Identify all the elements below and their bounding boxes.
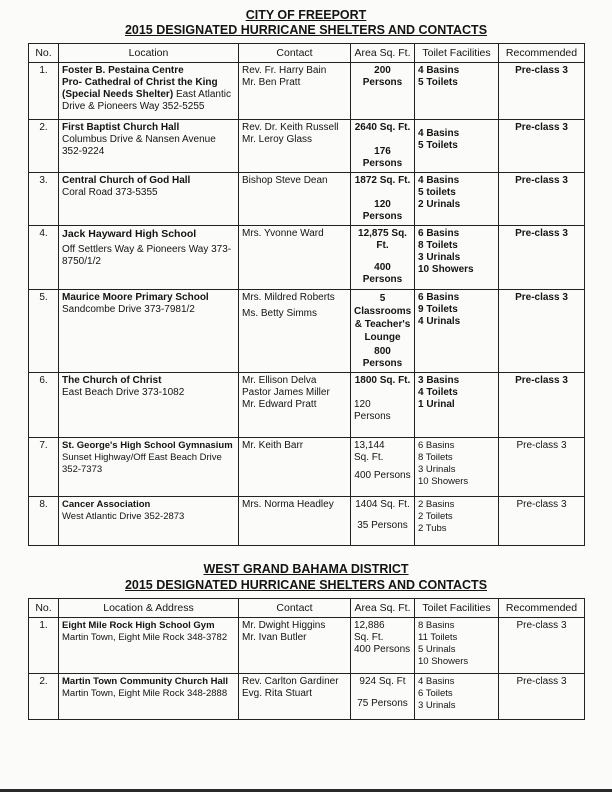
- location-address: East Atlantic Drive & Pioneers Way 352-5255: [62, 89, 231, 112]
- location-address: West Atlantic Drive 352-2873: [62, 511, 185, 522]
- contact-person: Rev. Dr. Keith Russell: [242, 122, 339, 133]
- toilets-cell: [415, 674, 499, 720]
- contact-person: Pastor James Miller: [242, 387, 330, 398]
- location-name: Cancer Association: [62, 499, 151, 510]
- location-name: Foster B. Pestaina Centre: [62, 65, 184, 76]
- contact-person: Rev. Carlton Gardiner: [242, 676, 339, 687]
- capacity-value: 400 Persons: [354, 470, 411, 481]
- toilets-cell: [415, 173, 499, 226]
- toilets-cell: [415, 438, 499, 497]
- recommended-cell: [499, 674, 585, 720]
- location-name: The Church of Christ: [62, 375, 162, 386]
- contact-cell: [239, 63, 351, 120]
- toilets-cell: [415, 63, 499, 120]
- recommended-value: Pre-class 3: [516, 499, 567, 510]
- recommended-cell: [499, 290, 585, 373]
- contact-cell: [239, 674, 351, 720]
- area-cell: [351, 438, 415, 497]
- toilet-item: 1 Urinal: [418, 399, 455, 410]
- table-header-row: [29, 44, 585, 63]
- location-address: East Beach Drive 373-1082: [62, 387, 185, 398]
- toilet-item: 8 Toilets: [418, 452, 453, 463]
- toilet-item: 5 Urinals: [418, 644, 456, 655]
- contact-person: Bishop Steve Dean: [242, 175, 328, 186]
- area-cell: [351, 173, 415, 226]
- row-number: 3.: [29, 173, 59, 226]
- contact-cell: [239, 497, 351, 546]
- toilet-item: 5 toilets: [418, 187, 456, 198]
- contact-person: Mr. Dwight Higgins: [242, 620, 326, 631]
- toilet-item: 8 Basins: [418, 620, 455, 631]
- row-number: 5.: [29, 290, 59, 373]
- area-value: 924 Sq. Ft: [359, 676, 406, 687]
- location-cell: [59, 618, 239, 674]
- toilet-item: 3 Urinals: [418, 464, 456, 475]
- header-no: No.: [29, 44, 59, 63]
- recommended-cell: [499, 226, 585, 290]
- west-gb-shelter-table: [28, 598, 585, 720]
- area-cell: [351, 674, 415, 720]
- recommended-cell: [499, 63, 585, 120]
- recommended-value: Pre-class 3: [515, 175, 568, 186]
- toilet-item: 8 Toilets: [418, 240, 458, 251]
- location-name: Maurice Moore Primary School: [62, 292, 209, 303]
- toilet-item: 2 Tubs: [418, 523, 447, 534]
- area-value: 1404 Sq. Ft.: [355, 499, 410, 510]
- header-location-address: Location & Address: [59, 599, 239, 618]
- table-header-row: [29, 599, 585, 618]
- location-cell: [59, 674, 239, 720]
- area-cell: [351, 63, 415, 120]
- row-number: 1.: [29, 63, 59, 120]
- location-address: Columbus Drive & Nansen Avenue 352-9224: [62, 134, 216, 157]
- toilet-item: 3 Urinals: [418, 700, 456, 711]
- contact-person: Mr. Keith Barr: [242, 440, 304, 451]
- toilets-cell: [415, 618, 499, 674]
- location-cell: [59, 173, 239, 226]
- capacity-value: 400 Persons: [354, 644, 411, 655]
- contact-person: Mr. Edward Pratt: [242, 399, 317, 410]
- table-row: [29, 173, 585, 226]
- toilet-item: 11 Toilets: [418, 632, 458, 643]
- toilet-item: 10 Showers: [418, 476, 469, 487]
- recommended-cell: [499, 373, 585, 438]
- toilets-cell: [415, 120, 499, 173]
- capacity-value: 120 Persons: [362, 199, 403, 222]
- location-cell: [59, 226, 239, 290]
- contact-cell: [239, 438, 351, 497]
- location-address: Off Settlers Way & Pioneers Way 373-8750/1/2: [62, 244, 232, 267]
- toilet-item: 3 Urinals: [418, 252, 461, 263]
- table-row: [29, 290, 585, 373]
- contact-cell: [239, 290, 351, 373]
- recommended-cell: [499, 173, 585, 226]
- header-location: Location: [59, 44, 239, 63]
- table-row: [29, 120, 585, 173]
- row-number: 2.: [29, 120, 59, 173]
- toilet-item: 6 Basins: [418, 440, 455, 451]
- location-address: Coral Road 373-5355: [62, 187, 158, 198]
- row-number: 1.: [29, 618, 59, 674]
- table-row: [29, 674, 585, 720]
- area-cell: [351, 290, 415, 373]
- area-cell: [351, 497, 415, 546]
- header-no: No.: [29, 599, 59, 618]
- toilet-item: 4 Basins: [418, 175, 460, 186]
- contact-cell: [239, 226, 351, 290]
- recommended-cell: [499, 618, 585, 674]
- location-name: Martin Town Community Church Hall: [62, 676, 229, 687]
- toilet-item: 6 Toilets: [418, 688, 453, 699]
- recommended-value: Pre-class 3: [516, 620, 567, 631]
- header-recommended: Recommended: [499, 599, 585, 618]
- area-cell: [351, 226, 415, 290]
- row-number: 8.: [29, 497, 59, 546]
- area-value: 1872 Sq. Ft.: [354, 175, 411, 186]
- capacity-value: 176 Persons: [362, 146, 403, 169]
- toilet-item: 4 Basins: [418, 65, 460, 76]
- contact-cell: [239, 120, 351, 173]
- capacity-value: 120 Persons: [354, 399, 391, 422]
- toilet-item: 5 Toilets: [418, 77, 458, 88]
- capacity-value: 75 Persons: [357, 698, 408, 709]
- freeport-shelter-table: [28, 43, 585, 546]
- toilet-item: 3 Basins: [418, 375, 460, 386]
- recommended-value: Pre-class 3: [515, 375, 568, 386]
- toilets-cell: [415, 497, 499, 546]
- header-area: Area Sq. Ft.: [351, 599, 415, 618]
- area-value: 1800 Sq. Ft.: [354, 375, 411, 386]
- recommended-value: Pre-class 3: [515, 65, 568, 76]
- contact-person: Rev. Fr. Harry Bain: [242, 65, 327, 76]
- contact-person: Evg. Rita Stuart: [242, 688, 313, 699]
- area-cell: [351, 373, 415, 438]
- recommended-value: Pre-class 3: [515, 292, 568, 303]
- contact-cell: [239, 173, 351, 226]
- contact-person: Mr. Ben Pratt: [242, 77, 301, 88]
- location-address: Sunset Highway/Off East Beach Drive 352-7373: [62, 452, 222, 475]
- location-cell: [59, 290, 239, 373]
- toilet-item: 5 Toilets: [418, 140, 458, 151]
- toilet-item: 4 Basins: [418, 128, 460, 139]
- west-gb-subtitle: 2015 DESIGNATED HURRICANE SHELTERS AND CONTACTS: [124, 578, 488, 592]
- recommended-value: Pre-class 3: [515, 122, 568, 133]
- area-value: 13,144 Sq. Ft.: [354, 440, 385, 463]
- area-value: 12,886 Sq. Ft.: [354, 620, 385, 643]
- header-contact: Contact: [239, 44, 351, 63]
- location-name: First Baptist Church Hall: [62, 122, 180, 133]
- area-value: 200 Persons: [362, 65, 403, 88]
- toilets-cell: [415, 373, 499, 438]
- toilet-item: 4 Toilets: [418, 387, 458, 398]
- toilets-cell: [415, 226, 499, 290]
- header-recommended: Recommended: [499, 44, 585, 63]
- freeport-title: CITY OF FREEPORT: [245, 8, 367, 22]
- recommended-cell: [499, 497, 585, 546]
- header-contact: Contact: [239, 599, 351, 618]
- area-value: 12,875 Sq. Ft.: [358, 228, 407, 251]
- toilet-item: 6 Basins: [418, 228, 460, 239]
- location-cell: [59, 120, 239, 173]
- contact-person: Mr. Ivan Butler: [242, 632, 307, 643]
- recommended-cell: [499, 120, 585, 173]
- table-row: [29, 373, 585, 438]
- location-address: Martin Town, Eight Mile Rock 348-3782: [62, 632, 228, 643]
- table-row: [29, 63, 585, 120]
- capacity-value: 400 Persons: [362, 262, 403, 285]
- capacity-value: 35 Persons: [357, 520, 408, 531]
- toilet-item: 2 Urinals: [418, 199, 461, 210]
- location-cell: [59, 63, 239, 120]
- location-cell: [59, 497, 239, 546]
- toilet-item: 9 Toilets: [418, 304, 458, 315]
- toilet-item: 2 Toilets: [418, 511, 453, 522]
- table-row: [29, 497, 585, 546]
- area-value: 5 Classrooms & Teacher's Lounge: [354, 293, 412, 343]
- contact-cell: [239, 618, 351, 674]
- toilet-item: 2 Basins: [418, 499, 455, 510]
- header-toilets: Toilet Facilities: [415, 599, 499, 618]
- table-row: [29, 226, 585, 290]
- recommended-value: Pre-class 3: [516, 676, 567, 687]
- contact-person: Ms. Betty Simms: [242, 308, 318, 319]
- recommended-value: Pre-class 3: [516, 440, 567, 451]
- location-name: St. George's High School Gymnasium: [62, 440, 233, 451]
- contact-person: Mrs. Mildred Roberts: [242, 292, 335, 303]
- capacity-value: 800 Persons: [362, 346, 403, 369]
- area-value: 2640 Sq. Ft.: [354, 122, 411, 133]
- location-cell: [59, 373, 239, 438]
- toilet-item: 10 Showers: [418, 264, 474, 275]
- contact-person: Mrs. Norma Headley: [242, 499, 334, 510]
- location-name-2: Pro- Cathedral of Christ the King: [62, 77, 218, 88]
- contact-person: Mr. Leroy Glass: [242, 134, 313, 145]
- location-name: Jack Hayward High School: [62, 228, 197, 240]
- toilet-item: 6 Basins: [418, 292, 460, 303]
- toilet-item: 10 Showers: [418, 656, 469, 667]
- freeport-subtitle: 2015 DESIGNATED HURRICANE SHELTERS AND CONTACTS: [124, 23, 488, 37]
- contact-cell: [239, 373, 351, 438]
- location-cell: [59, 438, 239, 497]
- area-cell: [351, 618, 415, 674]
- west-gb-title: WEST GRAND BAHAMA DISTRICT: [203, 562, 409, 576]
- contact-person: Mr. Ellison Delva: [242, 375, 317, 386]
- location-name: Eight Mile Rock High School Gym: [62, 620, 215, 631]
- header-toilets: Toilet Facilities: [415, 44, 499, 63]
- location-address: Martin Town, Eight Mile Rock 348-2888: [62, 688, 228, 699]
- table-row: [29, 438, 585, 497]
- recommended-cell: [499, 438, 585, 497]
- toilet-item: 4 Urinals: [418, 316, 461, 327]
- toilet-item: 4 Basins: [418, 676, 455, 687]
- row-number: 4.: [29, 226, 59, 290]
- location-address: Sandcombe Drive 373-7981/2: [62, 304, 195, 315]
- header-area: Area Sq. Ft.: [351, 44, 415, 63]
- row-number: 6.: [29, 373, 59, 438]
- contact-person: Mrs. Yvonne Ward: [242, 228, 324, 239]
- recommended-value: Pre-class 3: [515, 228, 568, 239]
- area-cell: [351, 120, 415, 173]
- location-name: Central Church of God Hall: [62, 175, 191, 186]
- table-row: [29, 618, 585, 674]
- row-number: 2.: [29, 674, 59, 720]
- row-number: 7.: [29, 438, 59, 497]
- location-name-3: (Special Needs Shelter): [62, 89, 174, 100]
- toilets-cell: [415, 290, 499, 373]
